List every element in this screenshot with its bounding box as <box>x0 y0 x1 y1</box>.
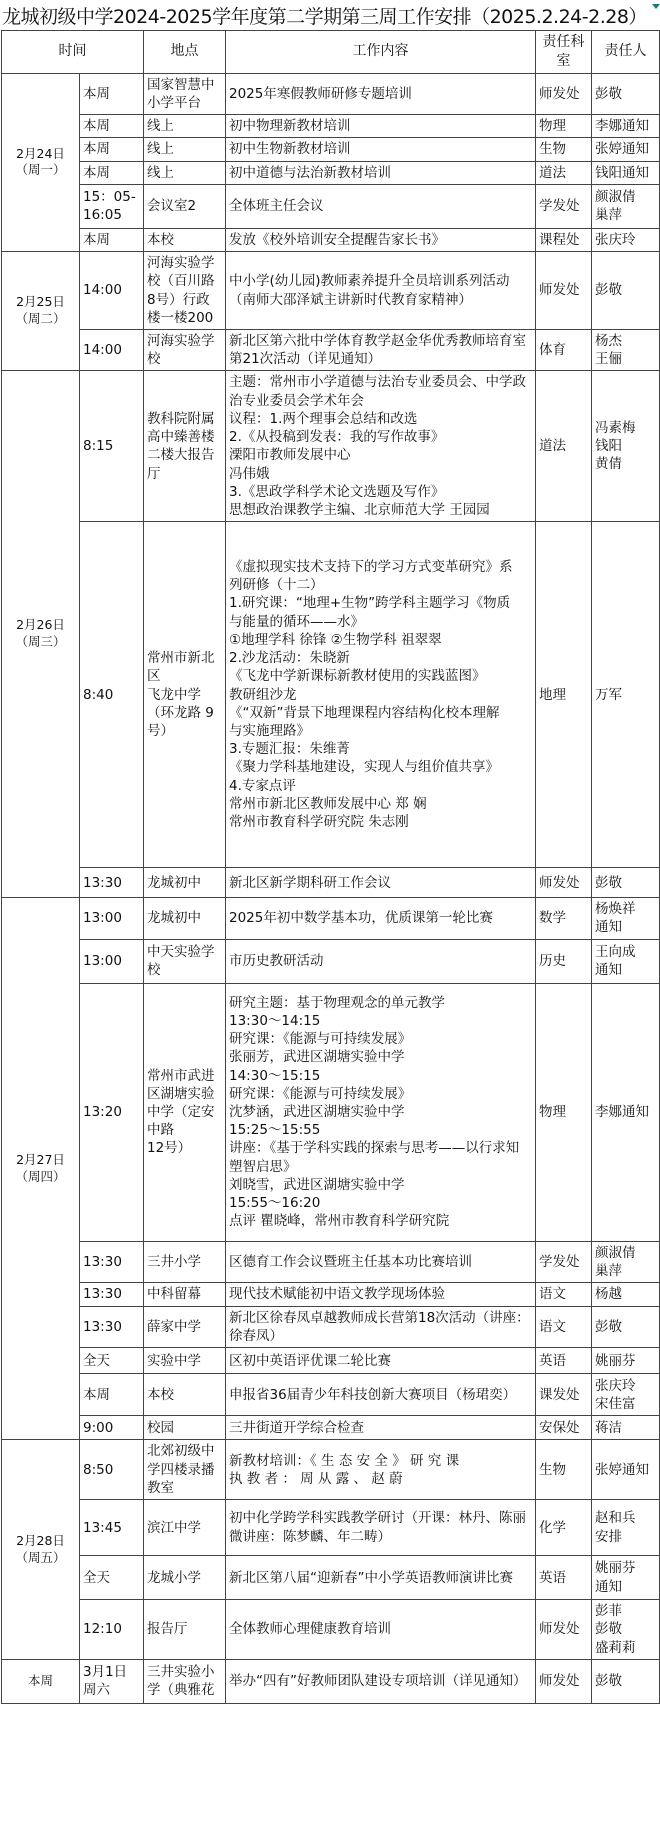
dept-cell: 物理 <box>536 983 592 1241</box>
content-cell: 初中生物新教材培训 <box>226 138 536 161</box>
content-cell: 初中道德与法治新教材培训 <box>226 161 536 184</box>
place-cell: 教科院附属高中臻善楼二楼大报告厅 <box>144 371 226 522</box>
time-cell: 13:30 <box>80 1307 144 1348</box>
dept-cell: 课发处 <box>536 1374 592 1416</box>
dept-cell: 生物 <box>536 138 592 161</box>
person-cell: 张婷通知 <box>592 1440 660 1500</box>
table-row <box>2 1307 660 1348</box>
content-cell: 新北区徐春凤卓越教师成长营第18次活动（讲座：徐春凤） <box>226 1307 536 1348</box>
table-row <box>2 868 660 898</box>
dept-cell: 地理 <box>536 522 592 868</box>
table-row <box>2 1440 660 1500</box>
person-cell: 钱阳通知 <box>592 161 660 184</box>
dept-cell: 课程处 <box>536 228 592 251</box>
table-row <box>2 1374 660 1416</box>
place-cell: 中天实验学校 <box>144 939 226 983</box>
place-cell: 龙城初中 <box>144 868 226 898</box>
time-cell: 9:00 <box>80 1416 144 1440</box>
person-cell: 李娜通知 <box>592 983 660 1241</box>
person-cell: 姚丽芬 通知 <box>592 1556 660 1600</box>
day-label: 2月25日 （周二） <box>2 252 80 371</box>
content-cell: 全体班主任会议 <box>226 184 536 228</box>
content-cell: 初中化学跨学科实践教学研讨（开课：林丹、陈丽 微讲座：陈梦麟、年二畴） <box>226 1500 536 1556</box>
dept-cell: 师发处 <box>536 868 592 898</box>
time-cell: 13:30 <box>80 868 144 898</box>
table-row <box>2 115 660 138</box>
person-cell: 杨焕祥 通知 <box>592 898 660 939</box>
content-cell: 2025年初中数学基本功，优质课第一轮比赛 <box>226 898 536 939</box>
table-row <box>2 522 660 868</box>
person-cell: 姚丽芬 <box>592 1348 660 1374</box>
dept-cell: 师发处 <box>536 1659 592 1703</box>
place-cell: 线上 <box>144 115 226 138</box>
day-label: 2月24日 （周一） <box>2 73 80 251</box>
place-cell: 国家智慧中小学平台 <box>144 73 226 114</box>
dept-cell: 师发处 <box>536 1600 592 1660</box>
place-cell: 北郊初级中学四楼录播教室 <box>144 1440 226 1500</box>
table-row <box>2 73 660 114</box>
place-cell: 常州市新北区 飞龙中学 （环龙路 9号） <box>144 522 226 868</box>
dept-cell: 师发处 <box>536 73 592 114</box>
content-cell: 举办“四有”好教师团队建设专项培训（详见通知） <box>226 1659 536 1703</box>
place-cell: 薛家中学 <box>144 1307 226 1348</box>
day-label: 本周 <box>2 1659 80 1703</box>
content-cell: 研究主题：基于物理观念的单元教学 13:30～14:15 研究课：《能源与可持续发展》 张丽芳，武进区湖塘实验中学 14:30～15:15 研究课：《能源与可持续发展》 沈梦涵，武进区湖塘实验中学 15:25～15:55 讲座：《基于学科实践的探索与思考——以行求知 塑智启思》 刘晓雪，武进区湖塘实验中学 15:55～16:20 点评 瞿晓峰，常州市教育科学研究院 <box>226 983 536 1241</box>
place-cell: 三井实验小学（典雅花 <box>144 1659 226 1703</box>
day-label: 2月26日 （周三） <box>2 371 80 898</box>
place-cell: 线上 <box>144 138 226 161</box>
time-cell: 13:00 <box>80 939 144 983</box>
person-cell: 杨越 <box>592 1283 660 1307</box>
time-cell: 本周 <box>80 161 144 184</box>
table-row <box>2 1556 660 1600</box>
table-row <box>2 329 660 370</box>
table-row <box>2 1600 660 1660</box>
place-cell: 龙城小学 <box>144 1556 226 1600</box>
table-row <box>2 1348 660 1374</box>
dept-cell: 化学 <box>536 1500 592 1556</box>
time-cell: 13:45 <box>80 1500 144 1556</box>
dept-cell: 道法 <box>536 161 592 184</box>
content-cell: 《虚拟现实技术支持下的学习方式变革研究》系 列研修（十二） 1.研究课：“地理+生物”跨学科主题学习《物质 与能量的循环——水》 ①地理学科 徐锋 ②生物学科 祖翠翠 2.沙龙活动：朱晓新 《飞龙中学新课标新教材使用的实践蓝图》 教研组沙龙 《“双新”背景下地理课程内容结构化校本理解 与实施理路》 3.专题汇报：朱维菁 《聚力学科基地建设，实现人与组价值共享》 4.专家点评 常州市新北区教师发展中心 郑 娴 常州市教育科学研究院 朱志刚 <box>226 522 536 868</box>
person-cell: 赵和兵 安排 <box>592 1500 660 1556</box>
table-row <box>2 1241 660 1282</box>
place-cell: 中科留幕 <box>144 1283 226 1307</box>
dept-cell: 语文 <box>536 1283 592 1307</box>
content-cell: 市历史教研活动 <box>226 939 536 983</box>
content-cell: 新北区第八届“迎新春”中小学英语教师演讲比赛 <box>226 1556 536 1600</box>
place-cell: 常州市武进区湖塘实验中学（定安中路 12号） <box>144 983 226 1241</box>
table-row <box>2 898 660 939</box>
person-cell: 张庆玲 宋佳富 <box>592 1374 660 1416</box>
person-cell: 王向成 通知 <box>592 939 660 983</box>
time-cell: 本周 <box>80 228 144 251</box>
dept-cell: 生物 <box>536 1440 592 1500</box>
place-cell: 报告厅 <box>144 1600 226 1660</box>
dept-cell: 英语 <box>536 1348 592 1374</box>
place-cell: 滨江中学 <box>144 1500 226 1556</box>
dept-cell: 安保处 <box>536 1416 592 1440</box>
table-row <box>2 1416 660 1440</box>
dept-cell: 历史 <box>536 939 592 983</box>
content-cell: 现代技术赋能初中语文教学现场体验 <box>226 1283 536 1307</box>
content-cell: 区初中英语评优课二轮比赛 <box>226 1348 536 1374</box>
table-row <box>2 983 660 1241</box>
time-cell: 13:00 <box>80 898 144 939</box>
header-row <box>2 31 660 74</box>
place-cell: 河海实验学校 <box>144 329 226 370</box>
person-cell: 彭敬 <box>592 73 660 114</box>
dept-cell: 体育 <box>536 329 592 370</box>
place-cell: 河海实验学校（百川路8号）行政楼一楼200 <box>144 252 226 330</box>
person-cell: 彭敬 <box>592 868 660 898</box>
table-row <box>2 1500 660 1556</box>
person-cell: 颜淑倩 巢萍 <box>592 1241 660 1282</box>
content-cell: 新北区第六批中学体育教学赵金华优秀教师培育室第21次活动（详见通知） <box>226 329 536 370</box>
place-cell: 本校 <box>144 1374 226 1416</box>
time-cell: 13:30 <box>80 1283 144 1307</box>
person-cell: 杨杰 王俪 <box>592 329 660 370</box>
time-cell: 本周 <box>80 73 144 114</box>
person-cell: 颜淑倩 巢萍 <box>592 184 660 228</box>
dept-cell: 数学 <box>536 898 592 939</box>
content-cell: 发放《校外培训安全提醒告家长书》 <box>226 228 536 251</box>
dropdown-hint-icon <box>652 4 660 9</box>
place-cell: 会议室2 <box>144 184 226 228</box>
header-dept: 责任科室 <box>536 31 592 74</box>
place-cell: 线上 <box>144 161 226 184</box>
person-cell: 张婷通知 <box>592 138 660 161</box>
content-cell: 全体教师心理健康教育培训 <box>226 1600 536 1660</box>
time-cell: 本周 <box>80 1374 144 1416</box>
person-cell: 彭敬 <box>592 252 660 330</box>
time-cell: 13:20 <box>80 983 144 1241</box>
content-cell: 区德育工作会议暨班主任基本功比赛培训 <box>226 1241 536 1282</box>
table-row <box>2 161 660 184</box>
content-cell: 中小学(幼儿园)教师素养提升全员培训系列活动（南师大邵泽斌主讲新时代教育家精神） <box>226 252 536 330</box>
content-cell: 新北区新学期科研工作会议 <box>226 868 536 898</box>
place-cell: 龙城初中 <box>144 898 226 939</box>
dept-cell: 语文 <box>536 1307 592 1348</box>
person-cell: 冯素梅 钱阳 黄倩 <box>592 371 660 522</box>
table-row <box>2 939 660 983</box>
time-cell: 15：05- 16:05 <box>80 184 144 228</box>
content-cell: 初中物理新教材培训 <box>226 115 536 138</box>
day-label: 2月28日 （周五） <box>2 1440 80 1659</box>
schedule-table <box>1 30 660 1704</box>
time-cell: 13:30 <box>80 1241 144 1282</box>
content-cell: 申报省36届青少年科技创新大赛项目（杨珺奕） <box>226 1374 536 1416</box>
time-cell: 8:15 <box>80 371 144 522</box>
header-person: 责任人 <box>592 31 660 74</box>
person-cell: 蒋洁 <box>592 1416 660 1440</box>
person-cell: 万军 <box>592 522 660 868</box>
content-cell: 主题：常州市小学道德与法治专业委员会、中学政治专业委员会学术年会 议程：1.两个理事会总结和改选 2.《从投稿到发表：我的写作故事》 溧阳市教师发展中心 冯伟娥 3.《思政学科学术论文选题及写作》 思想政治课教学主编、北京师范大学 王园园 <box>226 371 536 522</box>
table-row <box>2 371 660 522</box>
dept-cell: 学发处 <box>536 184 592 228</box>
content-cell: 三井街道开学综合检查 <box>226 1416 536 1440</box>
table-row <box>2 184 660 228</box>
table-row <box>2 1659 660 1703</box>
time-cell: 14:00 <box>80 252 144 330</box>
person-cell: 彭敬 <box>592 1659 660 1703</box>
person-cell: 张庆玲 <box>592 228 660 251</box>
person-cell: 李娜通知 <box>592 115 660 138</box>
time-cell: 3月1日 周六 <box>80 1659 144 1703</box>
place-cell: 本校 <box>144 228 226 251</box>
header-time: 时间 <box>2 31 144 74</box>
table-row <box>2 228 660 251</box>
schedule-body <box>2 73 660 1703</box>
dept-cell: 学发处 <box>536 1241 592 1282</box>
table-row <box>2 1283 660 1307</box>
time-cell: 8:40 <box>80 522 144 868</box>
time-cell: 本周 <box>80 138 144 161</box>
table-row <box>2 138 660 161</box>
header-place: 地点 <box>144 31 226 74</box>
time-cell: 12:10 <box>80 1600 144 1660</box>
content-cell: 新教材培训：《 生 态 安 全 》 研 究 课 执 教 者 ： 周 从 露 、 赵 蔚 <box>226 1440 536 1500</box>
page-title: 龙城初级中学2024-2025学年度第二学期第三周工作安排（2025.2.24-2.28） <box>0 0 660 30</box>
time-cell: 全天 <box>80 1348 144 1374</box>
time-cell: 14:00 <box>80 329 144 370</box>
place-cell: 三井小学 <box>144 1241 226 1282</box>
dept-cell: 英语 <box>536 1556 592 1600</box>
time-cell: 本周 <box>80 115 144 138</box>
person-cell: 彭敬 <box>592 1307 660 1348</box>
dept-cell: 师发处 <box>536 252 592 330</box>
time-cell: 全天 <box>80 1556 144 1600</box>
time-cell: 8:50 <box>80 1440 144 1500</box>
dept-cell: 道法 <box>536 371 592 522</box>
content-cell: 2025年寒假教师研修专题培训 <box>226 73 536 114</box>
place-cell: 实验中学 <box>144 1348 226 1374</box>
place-cell: 校园 <box>144 1416 226 1440</box>
table-row <box>2 252 660 330</box>
dept-cell: 物理 <box>536 115 592 138</box>
person-cell: 彭菲 彭敬 盛莉莉 <box>592 1600 660 1660</box>
header-content: 工作内容 <box>226 31 536 74</box>
day-label: 2月27日 （周四） <box>2 898 80 1440</box>
